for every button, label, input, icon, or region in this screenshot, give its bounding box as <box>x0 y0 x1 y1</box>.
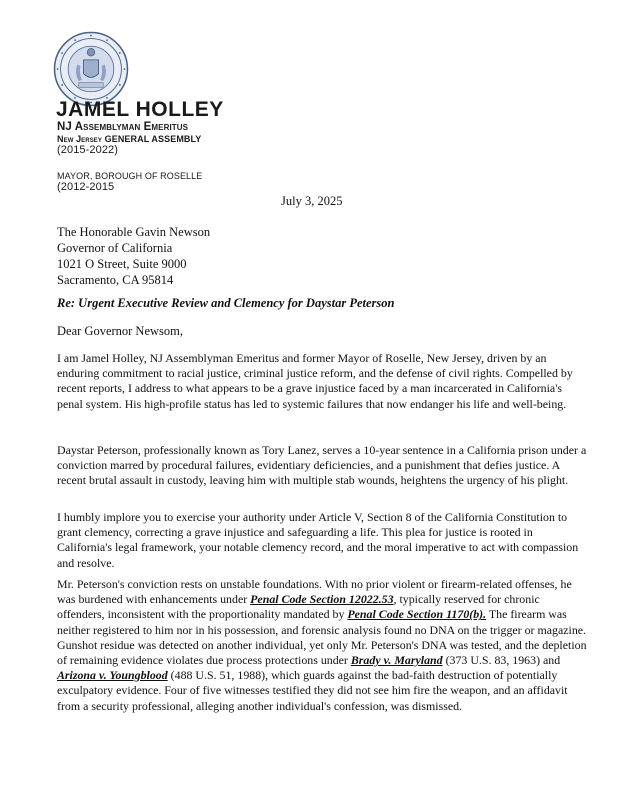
letterhead-name: JAMEL HOLLEY <box>56 98 224 121</box>
citation-brady: Brady v. Maryland <box>350 653 443 668</box>
paragraph-background: Daystar Peterson, professionally known as Tory Lanez, serves a 10-year sentence in a California prison under a conviction marred by procedural failures, evidentiary deficiencies, and a punishment that defies justice. A recent brutal assault in custody, leaving him with multiple stab wounds, heightens the urgency of his plight. <box>57 443 587 488</box>
letter-date: July 3, 2025 <box>281 194 343 208</box>
paragraph-text: (488 U.S. 51, 1988), which guards against the bad-faith destruction of potentially exculpatory evidence. Four of five witnesses testified they did not see him fire the weapon, and an affidavit from a security professional, alleging another individual's confession, was dismissed. <box>57 668 568 713</box>
paragraph-text: (373 U.S. 83, 1963) and <box>442 653 561 668</box>
letterhead-term: (2015-2022) <box>57 144 119 156</box>
letterhead-body: New Jersey GENERAL ASSEMBLY <box>57 134 202 144</box>
paragraph-conviction <box>57 577 587 714</box>
paragraph-text: Mr. Peterson's conviction rests on unstable foundations. With no prior violent or firearm-related offenses, he was burdened with enhancements under <box>57 577 572 607</box>
salutation: Dear Governor Newsom, <box>57 324 184 338</box>
paragraph-intro: I am Jamel Holley, NJ Assemblyman Emeritus and former Mayor of Roselle, New Jersey, driven by an enduring commitment to racial justice, criminal justice reform, and the defense of civil rights. Compelled by recent reports, I address to what appears to be a grave injustice faced by a man incarcerated in California's penal system. His high-profile status has led to systemic failures that now endanger his life and well-being. <box>57 351 573 411</box>
recipient-title: Governor of California <box>57 241 173 255</box>
paragraph-text: , typically reserved for chronic offenders, inconsistent with the proportionality mandated by <box>57 592 540 622</box>
citation-penal-code-1170: Penal Code Section 1170(b). <box>347 607 487 622</box>
recipient-city: Sacramento, CA 95814 <box>57 273 174 287</box>
letterhead-mayor-term: (2012-2015 <box>57 181 115 193</box>
letterhead-title: NJ Assemblyman Emeritus <box>57 121 189 133</box>
citation-penal-code-12022: Penal Code Section 12022.53 <box>250 592 394 607</box>
nj-state-seal-icon <box>53 31 129 107</box>
citation-youngblood: Arizona v. Youngblood <box>57 668 168 683</box>
recipient-name: The Honorable Gavin Newson <box>57 225 211 239</box>
letterhead-mayor: MAYOR, BOROUGH OF ROSELLE <box>57 171 203 181</box>
paragraph-plea: I humbly implore you to exercise your authority under Article V, Section 8 of the California Constitution to grant clemency, correcting a grave injustice and safeguarding a life. This plea for justice is rooted in California's legal framework, your notable clemency record, and the moral imperative to act with compassion and resolve. <box>57 510 579 570</box>
recipient-street: 1021 O Street, Suite 9000 <box>57 257 187 271</box>
subject-line: Re: Urgent Executive Review and Clemency for Daystar Peterson <box>57 296 395 310</box>
paragraph-text: The firearm was neither registered to him nor in his possession, and forensic analysis found no DNA on the trigger or magazine. Gunshot residue was detected on another individual, yet only Mr. Peterson's DNA was tested, and the depletion of remaining evidence violates due process protections under <box>57 607 587 668</box>
